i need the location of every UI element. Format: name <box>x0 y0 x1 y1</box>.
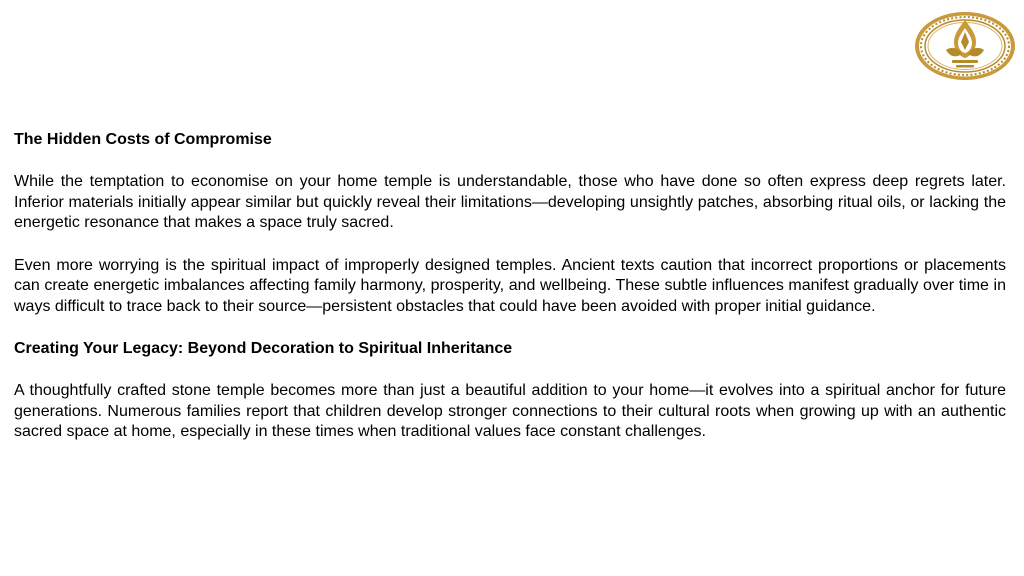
temple-lotus-emblem-icon <box>912 10 1018 82</box>
brand-logo <box>912 10 1018 82</box>
paragraph: Even more worrying is the spiritual impact of improperly designed temples. Ancient texts caution that incorrect proportions or placements can create energetic imbalances affecting family harmony, prosperity, and wellbeing. These subtle influences manifest gradually over time in ways difficult to trace back to their source—persistent obstacles that could have been avoided with proper initial guidance. <box>14 256 1006 315</box>
section-heading: Creating Your Legacy: Beyond Decoration to Spiritual Inheritance <box>14 340 513 357</box>
paragraph: While the temptation to economise on your home temple is understandable, those who have done so often express deep regrets later. Inferior materials initially appear similar but quickly reveal their limitations—developing unsightly patches, absorbing ritual oils, or lacking the energetic resonance that makes a space truly sacred. <box>14 173 1006 231</box>
article-body <box>14 130 1006 443</box>
section-heading: The Hidden Costs of Compromise <box>14 131 272 148</box>
paragraph: A thoughtfully crafted stone temple becomes more than just a beautiful addition to your home—it evolves into a spiritual anchor for future generations. Numerous families report that children develop stronger connections to their cultural roots when growing up with an authentic sacred space at home, especially in these times when traditional values face constant challenges. <box>14 382 1006 440</box>
